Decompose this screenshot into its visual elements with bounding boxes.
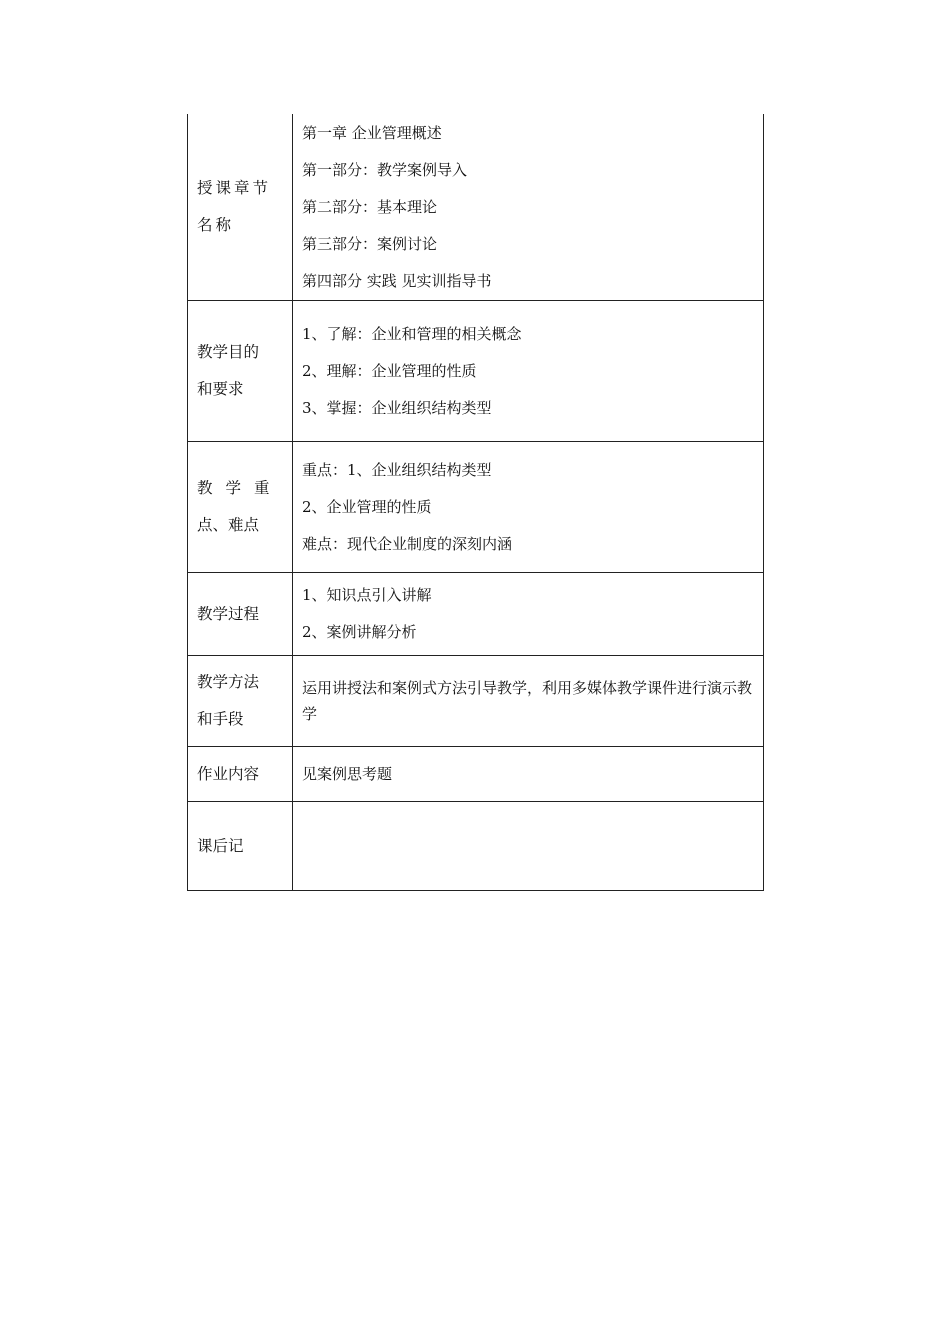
table-row xyxy=(188,114,764,301)
content-line: 第二部分：基本理论 xyxy=(302,197,438,216)
label-line: 作业内容 xyxy=(197,764,260,783)
table-row xyxy=(188,656,764,747)
row-label-homework xyxy=(188,747,293,802)
label-line: 课后记 xyxy=(197,836,244,855)
content-line: 第一章 企业管理概述 xyxy=(302,123,442,142)
row-label-chapter-name xyxy=(188,114,293,301)
content-line: 2、企业管理的性质 xyxy=(302,497,432,516)
lesson-plan-table xyxy=(187,114,764,891)
table-row xyxy=(188,442,764,573)
row-content-methods xyxy=(293,656,764,747)
lesson-plan-sheet xyxy=(187,114,764,891)
row-content-homework xyxy=(293,747,764,802)
label-line: 授课章节 xyxy=(197,179,272,197)
content-line: 难点：现代企业制度的深刻内涵 xyxy=(302,534,513,553)
content-paragraph: 运用讲授法和案例式方法引导教学，利用多媒体教学课件进行演示教学 xyxy=(302,679,753,723)
label-line: 名称 xyxy=(197,216,235,234)
label-line: 和要求 xyxy=(197,380,244,398)
content-line: 2、理解：企业管理的性质 xyxy=(302,361,477,380)
table-row xyxy=(188,747,764,802)
label-line: 和手段 xyxy=(197,710,244,728)
label-line: 教学方法 xyxy=(197,673,260,691)
content-line: 1、了解：企业和管理的相关概念 xyxy=(302,324,522,343)
content-line: 3、掌握：企业组织结构类型 xyxy=(302,398,492,417)
row-content-objectives xyxy=(293,301,764,442)
table-row xyxy=(188,802,764,891)
label-line: 点、难点 xyxy=(197,516,260,534)
row-content-key-points xyxy=(293,442,764,573)
label-line: 教学重 xyxy=(197,479,283,497)
content-line: 2、案例讲解分析 xyxy=(302,623,417,641)
content-line: 第一部分：教学案例导入 xyxy=(302,160,468,179)
row-label-methods xyxy=(188,656,293,747)
content-line: 第三部分：案例讨论 xyxy=(302,234,438,253)
label-line: 教学过程 xyxy=(197,604,260,623)
row-label-after-class-notes xyxy=(188,802,293,891)
row-label-key-points xyxy=(188,442,293,573)
content-line: 1、知识点引入讲解 xyxy=(302,586,432,604)
row-label-process xyxy=(188,573,293,656)
content-line: 见案例思考题 xyxy=(302,764,393,783)
content-line: 重点：1、企业组织结构类型 xyxy=(302,460,492,479)
row-label-objectives xyxy=(188,301,293,442)
table-row xyxy=(188,301,764,442)
content-line: 第四部分 实践 见实训指导书 xyxy=(302,271,492,290)
row-content-chapter-name xyxy=(293,114,764,301)
label-line: 教学目的 xyxy=(197,343,260,361)
row-content-after-class-notes xyxy=(293,802,764,891)
row-content-process xyxy=(293,573,764,656)
table-row xyxy=(188,573,764,656)
